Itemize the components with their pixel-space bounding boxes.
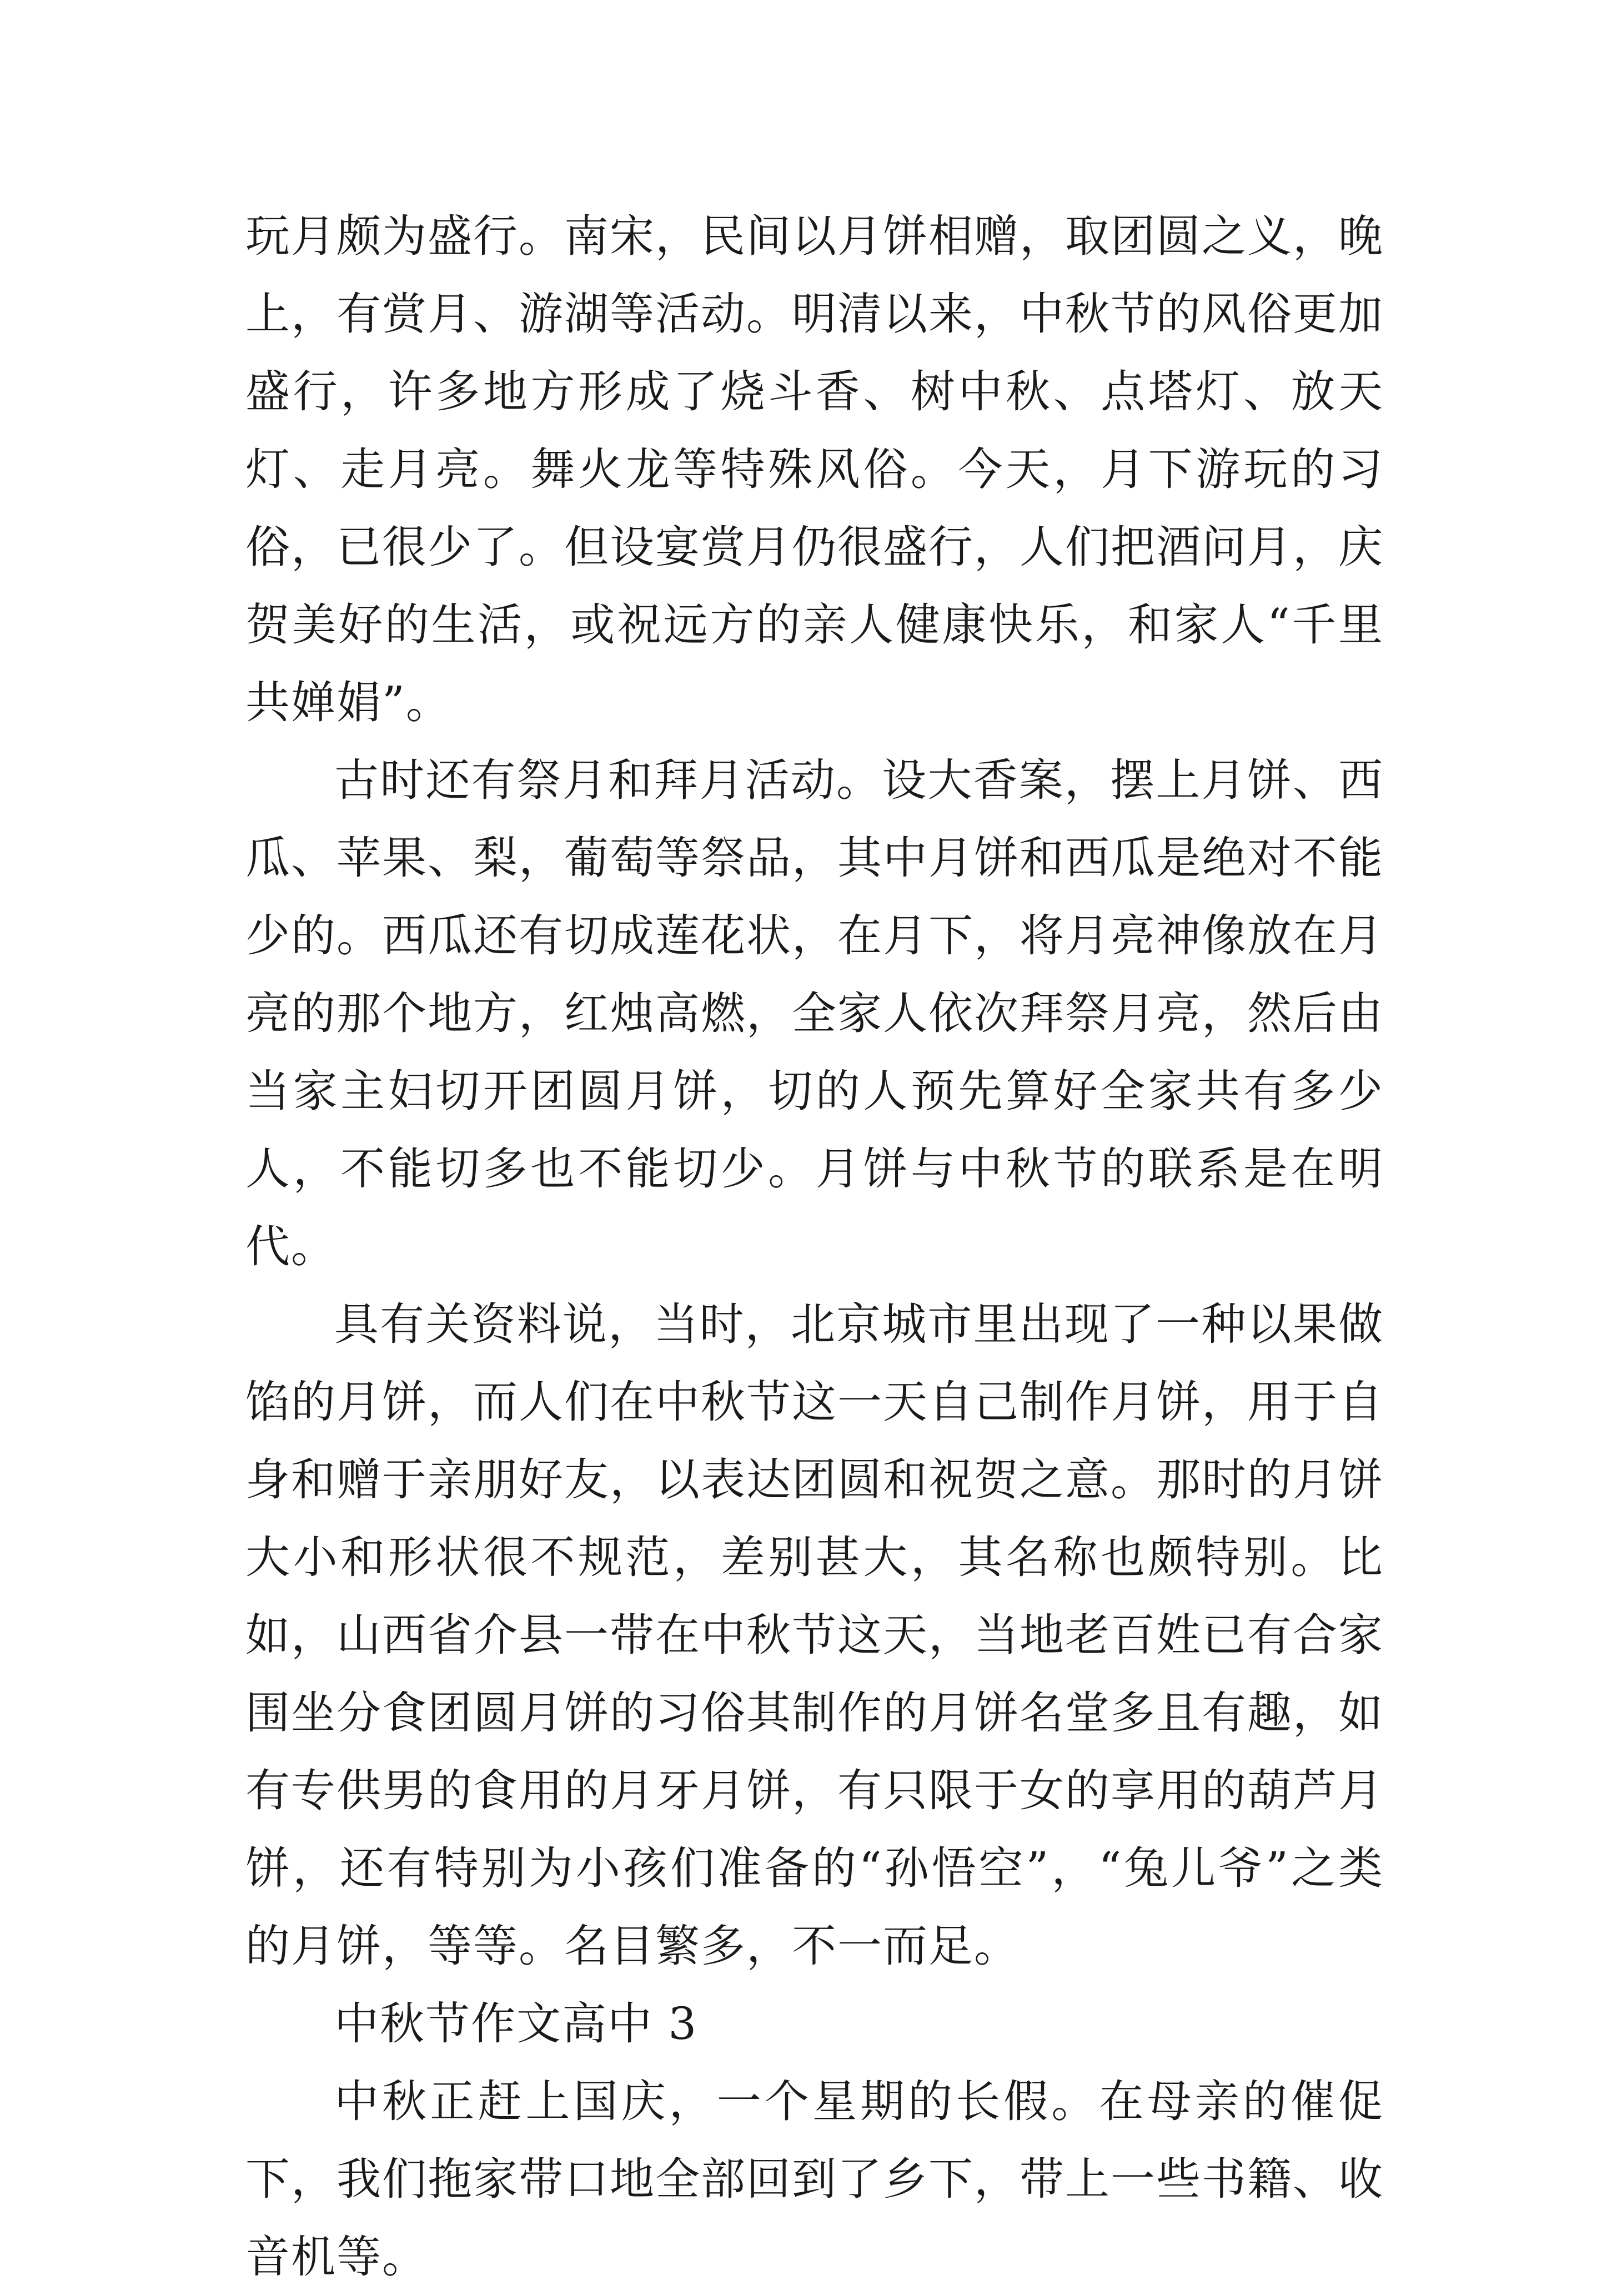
paragraph-2: 古时还有祭月和拜月活动。设大香案，摆上月饼、西瓜、苹果、梨，葡萄等祭品，其中月饼和西瓜是绝对不能少的。西瓜还有切成莲花状，在月下，将月亮神像放在月亮的那个地方，红烛高燃，全家人依次拜祭月亮，然后由当家主妇切开团圆月饼，切的人预先算好全家共有多少人，不能切多也不能切少。月饼与中秋节的联系是在明代。	[245, 754, 1384, 1272]
section-heading: 中秋节作文高中 3	[334, 1998, 698, 2050]
document-body	[245, 198, 1384, 2296]
paragraph-1: 玩月颇为盛行。南宋，民间以月饼相赠，取团圆之义，晚上，有赏月、游湖等活动。明清以来，中秋节的风俗更加盛行，许多地方形成了烧斗香、树中秋、点塔灯、放天灯、走月亮。舞火龙等特殊风俗。今天，月下游玩的习俗，已很少了。但设宴赏月仍很盛行，人们把酒问月，庆贺美好的生活，或祝远方的亲人健康快乐，和家人“千里共婵娟”。	[245, 210, 1384, 728]
paragraph-4: 中秋正赶上国庆，一个星期的长假。在母亲的催促下，我们拖家带口地全部回到了乡下，带上一些书籍、收音机等。	[245, 2076, 1384, 2283]
paragraph-3: 具有关资料说，当时，北京城市里出现了一种以果做馅的月饼，而人们在中秋节这一天自己制作月饼，用于自身和赠于亲朋好友，以表达团圆和祝贺之意。那时的月饼大小和形状很不规范，差别甚大，其名称也颇特别。比如，山西省介县一带在中秋节这天，当地老百姓已有合家围坐分食团圆月饼的习俗其制作的月饼名堂多且有趣，如有专供男的食用的月牙月饼，有只限于女的享用的葫芦月饼，还有特别为小孩们准备的“孙悟空”，“兔儿爷”之类的月饼，等等。名目繁多，不一而足。	[245, 1298, 1384, 1972]
